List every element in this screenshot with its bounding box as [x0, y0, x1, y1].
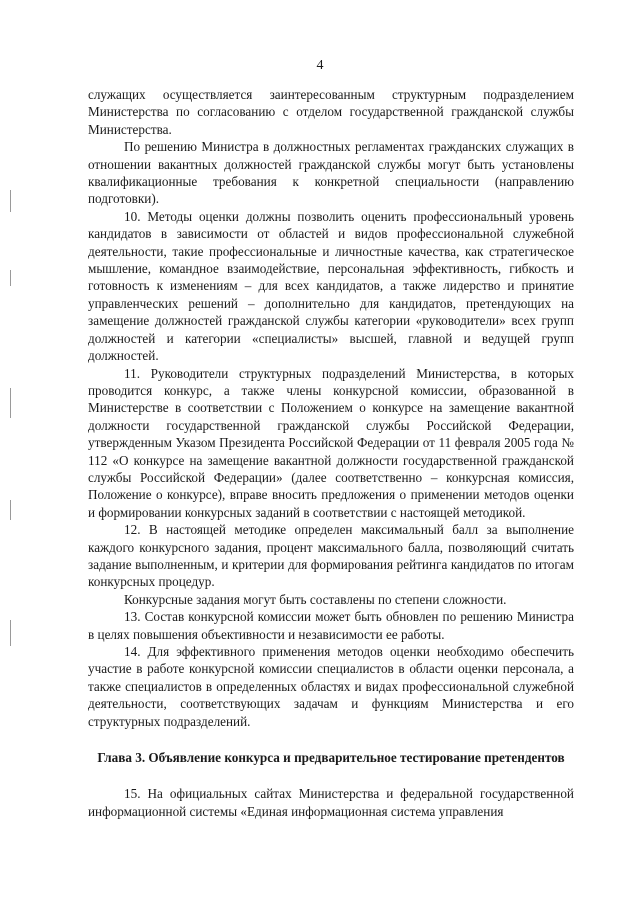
paragraph-15: 15. На официальных сайтах Министерства и федеральной государственной информационной системы «Единая информационная система управления	[88, 786, 574, 819]
page-number: 4	[316, 58, 324, 73]
margin-scan-marks	[10, 150, 18, 710]
paragraph-14: 14. Для эффективного применения методов оценки необходимо обеспечить участие в работе конкурсной комиссии специалистов в области оценки персонала, а также специалистов в определенных областях и видах профессиональной служебной деятельности, соответствующих задачам и функциям Министерства и его структурных подразделений.	[88, 644, 574, 729]
paragraph-complexity: Конкурсные задания могут быть составлены по степени сложности.	[124, 591, 507, 607]
paragraph-11: 11. Руководители структурных подразделений Министерства, в которых проводится конкурс, а также члены конкурсной комиссии, образованной в Министерстве в соответствии с Положением о конкурсе на замещение вакантной должности государственной гражданской службы Российской Федерации, утвержденным Указом Президента Российской Федерации от 11 февраля 2005 года № 112 «О конкурсе на замещение вакантной должности государственной гражданской службы Российской Федерации» (далее соответственно – конкурсная комиссия, Положение о конкурсе), вправе вносить предложения о применении методов оценки и формировании конкурсных заданий в соответствии с настоящей методикой.	[88, 365, 574, 520]
chapter-3-title: Глава 3. Объявление конкурса и предварительное тестирование претендентов	[97, 750, 565, 766]
paragraph-13: 13. Состав конкурсной комиссии может быть обновлен по решению Министра в целях повышения объективности и независимости ее работы.	[88, 609, 574, 642]
paragraph-continuation: служащих осуществляется заинтересованным структурным подразделением Министерства по согласованию с отделом государственной гражданской службы Министерства.	[88, 87, 574, 137]
paragraph-10: 10. Методы оценки должны позволить оценить профессиональный уровень кандидатов в зависимости от областей и видов профессиональной служебной деятельности, такие профессиональные и личностные качества, как стратегическое мышление, командное взаимодействие, персональная эффективность, гибкость и готовность к изменениям – для всех кандидатов, а также лидерство и принятие управленческих решений – дополнительно для кандидатов, претендующих на замещение должностей гражданской службы категории «руководители» всех групп должностей и категории «специалисты» высшей, главной и ведущей групп должностей.	[88, 208, 574, 364]
paragraph-12: 12. В настоящей методике определен максимальный балл за выполнение каждого конкурсного задания, процент максимального балла, позволяющий считать задание выполненным, и критерии для формирования рейтинга кандидатов по итогам конкурсных процедур.	[88, 522, 574, 590]
document-body	[88, 86, 574, 820]
paragraph-qualification: По решению Министра в должностных регламентах гражданских служащих в отношении вакантных должностей гражданской службы могут быть установлены квалификационные требования к конкретной специальности (направлению подготовки).	[88, 139, 574, 207]
